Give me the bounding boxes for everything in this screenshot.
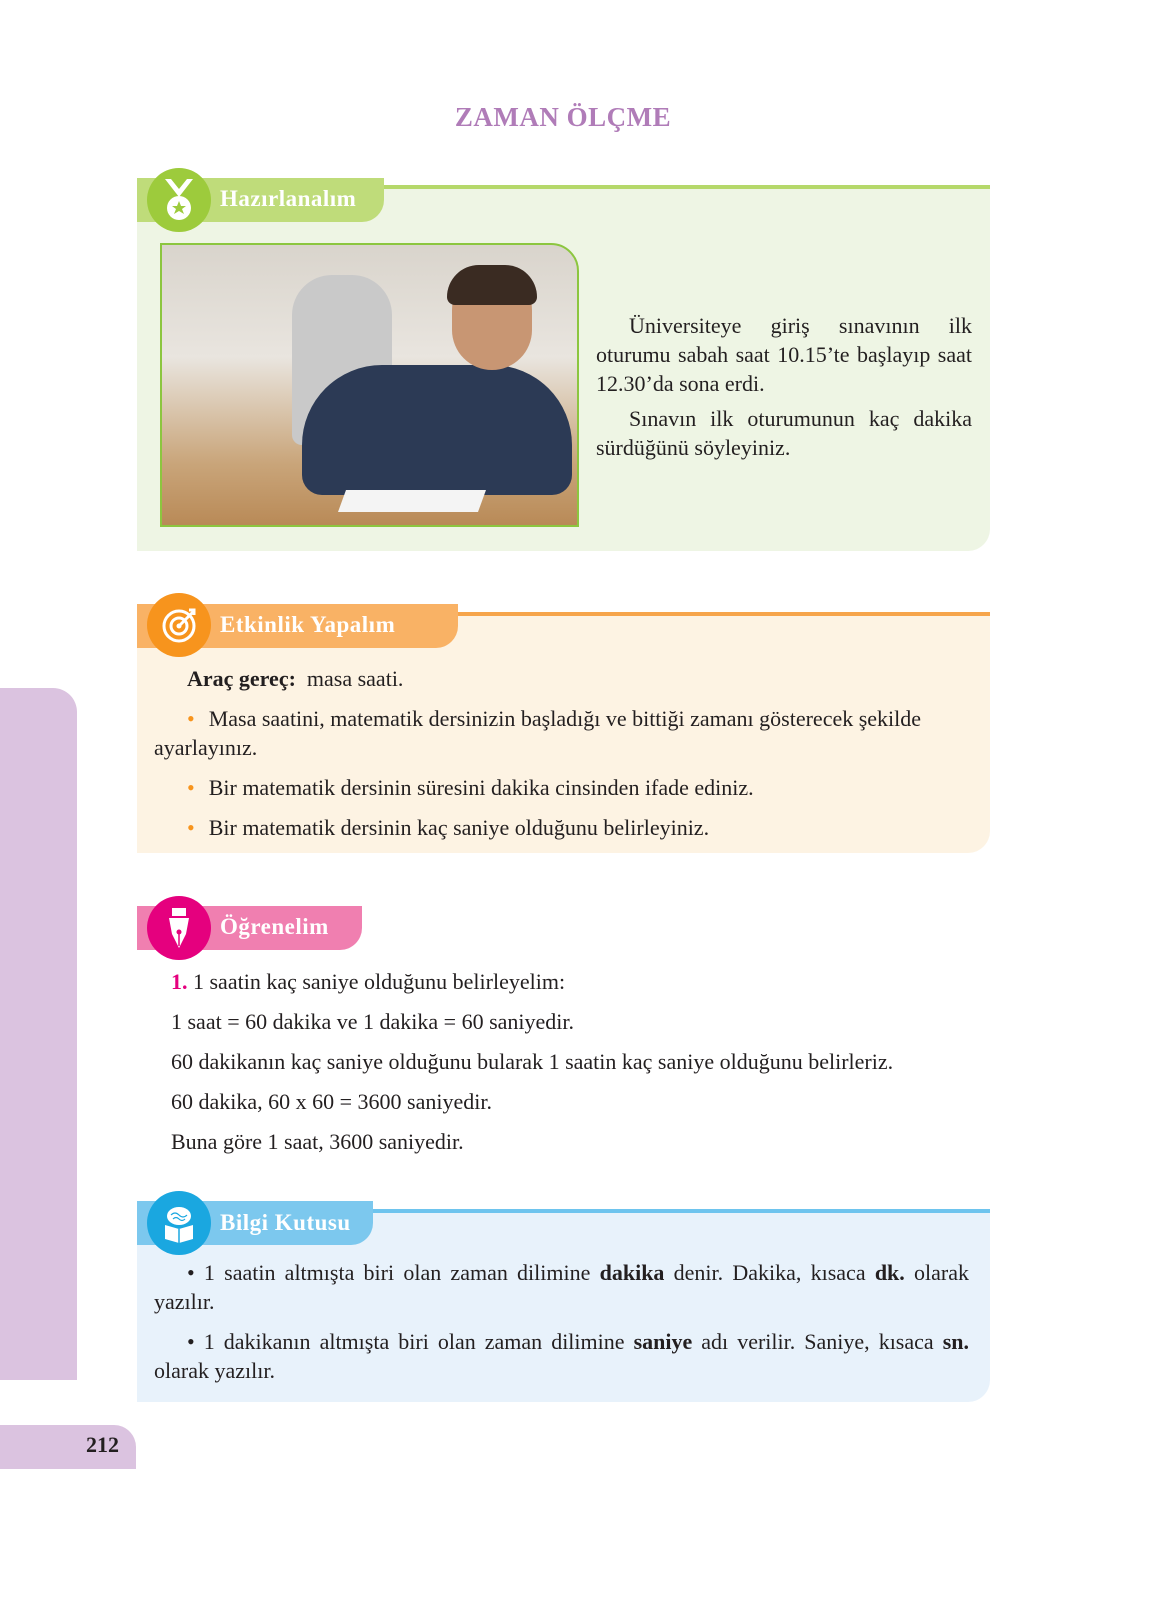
materials-label: Araç gereç: — [187, 666, 296, 691]
learn-line: 60 dakika, 60 x 60 = 3600 saniyedir. — [171, 1089, 492, 1114]
intro-paragraph: Üniversiteye giriş sınavının ilk oturumu sabah saat 10.15’te başlayıp saat 12.30’da sona erdi. — [596, 313, 972, 396]
section-label: Hazırlanalım — [220, 186, 357, 211]
section-label: Bilgi Kutusu — [220, 1210, 351, 1235]
activity-item — [187, 773, 754, 802]
activity-text: Bir matematik dersinin kaç saniye olduğunu belirleyiniz. — [208, 815, 710, 840]
exam-students-photo — [160, 243, 579, 527]
activity-text: Bir matematik dersinin süresini dakika cinsinden ifade ediniz. — [208, 775, 754, 800]
bullet-icon: • — [187, 775, 195, 800]
brain-box-icon — [147, 1191, 211, 1255]
fountain-pen-icon — [147, 896, 211, 960]
page-title: ZAMAN ÖLÇME — [454, 102, 672, 132]
info-text: denir. Dakika, kısaca — [664, 1260, 875, 1285]
learn-line — [171, 967, 565, 996]
item-number: 1. — [171, 969, 188, 994]
info-text: • 1 saatin altmışta biri olan zaman dilimine — [187, 1260, 600, 1285]
intro-question: Sınavın ilk oturumunun kaç dakika sürdüğünü söyleyiniz. — [596, 406, 972, 460]
activity-item — [154, 704, 959, 762]
info-item — [154, 1327, 969, 1385]
info-item — [154, 1258, 969, 1316]
section-label: Etkinlik Yapalım — [220, 612, 396, 637]
info-text: olarak yazılır. — [154, 1358, 275, 1383]
term: saniye — [633, 1329, 693, 1354]
learn-text: 1 saatin kaç saniye olduğunu belirleyelim: — [193, 969, 566, 994]
materials-value: masa saati. — [306, 666, 404, 691]
medal-icon — [147, 168, 211, 232]
activity-text: Masa saatini, matematik dersinizin başladığı ve bittiği zamanı gösterecek şekilde ayarlayınız. — [154, 706, 922, 760]
term: dakika — [599, 1260, 665, 1285]
bullet-icon: • — [187, 706, 195, 731]
abbreviation: sn. — [942, 1329, 969, 1354]
materials-line — [187, 664, 403, 693]
abbreviation: dk. — [874, 1260, 905, 1285]
learn-line: 60 dakikanın kaç saniye olduğunu bularak 1 saatin kaç saniye olduğunu belirleriz. — [171, 1049, 894, 1074]
learn-line: 1 saat = 60 dakika ve 1 dakika = 60 saniyedir. — [171, 1009, 574, 1034]
target-icon — [147, 593, 211, 657]
info-text: • 1 dakikanın altmışta biri olan zaman dilimine — [187, 1329, 634, 1354]
page-number: 212 — [86, 1432, 119, 1457]
section-label: Öğrenelim — [220, 914, 329, 939]
bullet-icon: • — [187, 815, 195, 840]
info-text: adı verilir. Saniye, kısaca — [692, 1329, 943, 1354]
info-text: olarak yazılır. — [154, 1260, 969, 1314]
learn-line: Buna göre 1 saat, 3600 saniyedir. — [171, 1129, 464, 1154]
side-margin-bar — [0, 688, 77, 1380]
activity-item — [187, 813, 709, 842]
